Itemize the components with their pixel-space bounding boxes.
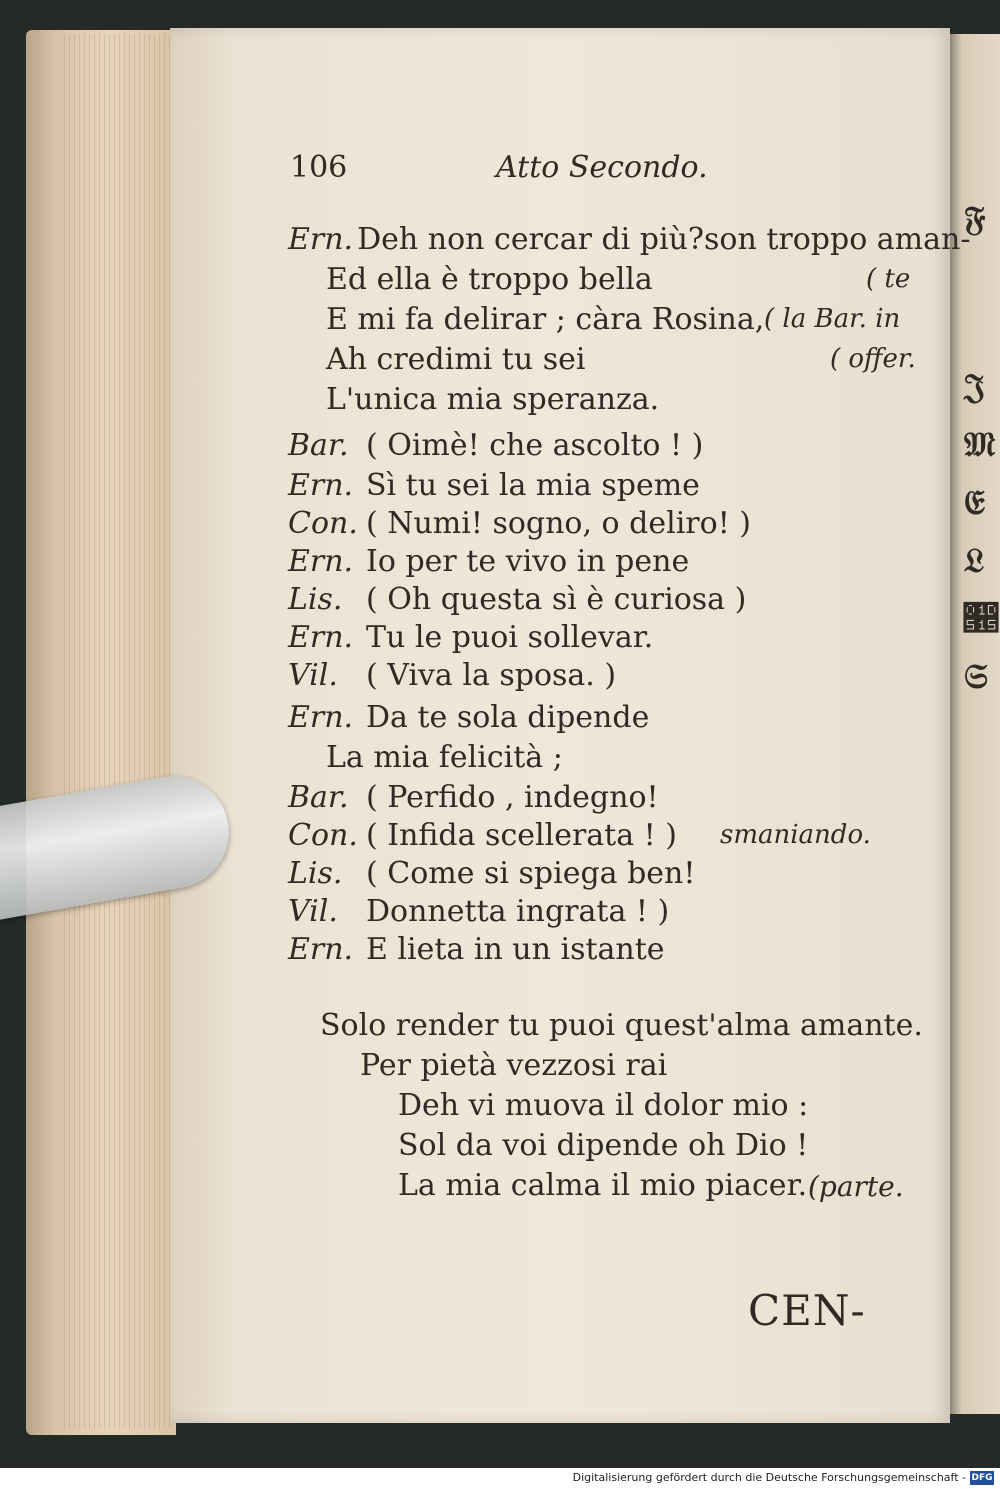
aria-line: Sol da voi dipende oh Dio !	[398, 1128, 809, 1163]
verse-text: ( Infida scellerata ! )	[366, 818, 677, 853]
page-number: 106	[290, 150, 348, 185]
speaker-name: Con.	[288, 506, 358, 541]
verse-text: L'unica mia speranza.	[326, 382, 660, 417]
verse-line	[288, 894, 669, 930]
verse-line	[288, 620, 653, 656]
verse-text: Da te sola dipende	[366, 700, 650, 735]
speaker-name: Vil.	[288, 894, 338, 929]
verse-line	[326, 342, 585, 378]
verse-line	[288, 506, 751, 542]
catchword: CEN-	[748, 1286, 866, 1335]
speaker-name: Ern.	[288, 544, 354, 579]
page-edges	[64, 34, 172, 1429]
running-head: Atto Secondo.	[496, 150, 708, 185]
verse-text: E lieta in un istante	[366, 932, 665, 967]
dfg-logo: DFG	[971, 1473, 993, 1483]
verse-text: ( Viva la sposa. )	[366, 658, 617, 693]
verse-line	[326, 262, 653, 298]
verse-text: ( Perfido , indegno!	[366, 780, 659, 815]
right-page-fragments: 𝔉 𝔍 𝔐 𝔈 𝔏 𝔕 𝔖	[964, 199, 998, 697]
verse-text: Donnetta ingrata ! )	[366, 894, 670, 929]
speaker-name: Lis.	[288, 856, 343, 891]
stage-direction: ( te	[866, 264, 911, 294]
aria-line: Solo render tu puoi quest'alma amante.	[320, 1008, 923, 1043]
stage-direction: ( la Bar. in	[764, 304, 901, 334]
verse-line	[288, 658, 616, 694]
aria-line: La mia calma il mio piacer.	[398, 1168, 808, 1203]
verse-line	[288, 932, 665, 968]
speaker-name: Ern.	[288, 468, 354, 503]
verse-line	[288, 582, 746, 618]
speaker-name: Ern.	[288, 700, 354, 735]
verse-line	[288, 856, 695, 892]
aria-line: Deh vi muova il dolor mio :	[398, 1088, 809, 1123]
verse-line	[288, 222, 970, 258]
verse-line	[288, 700, 649, 736]
verse-line	[326, 740, 563, 776]
verse-text: ( Numi! sogno, o deliro! )	[366, 506, 752, 541]
stage-direction: ( offer.	[830, 344, 916, 374]
speaker-name: Lis.	[288, 582, 343, 617]
verse-text: ( Oh questa sì è curiosa )	[366, 582, 747, 617]
verse-text: Deh non cercar di più?son troppo aman-	[357, 222, 971, 257]
speaker-name: Ern.	[288, 222, 354, 257]
verse-line	[288, 780, 659, 816]
speaker-name: Ern.	[288, 932, 354, 967]
stage-direction: smaniando.	[720, 820, 871, 850]
running-header	[290, 150, 710, 190]
speaker-name: Vil.	[288, 658, 338, 693]
verse-text: Ed ella è troppo bella	[326, 262, 653, 297]
aria-line: Per pietà vezzosi rai	[360, 1048, 668, 1083]
verse-text: Sì tu sei la mia speme	[366, 468, 700, 503]
verse-line	[288, 818, 677, 854]
verse-text: Ah credimi tu sei	[326, 342, 586, 377]
speaker-name: Ern.	[288, 620, 354, 655]
verse-line	[288, 428, 703, 464]
speaker-name: Bar.	[288, 780, 349, 815]
funding-note: Digitalisierung gefördert durch die Deutsche Forschungsgemeinschaft -	[572, 1471, 966, 1484]
verse-line	[288, 544, 689, 580]
verse-text: ( Oimè! che ascolto ! )	[366, 428, 704, 463]
verse-text: La mia felicità ;	[326, 740, 563, 775]
speaker-name: Bar.	[288, 428, 349, 463]
stage-direction: (parte.	[808, 1170, 904, 1203]
verse-text: E mi fa delirar ; càra Rosina,	[326, 302, 765, 337]
verse-line	[326, 382, 659, 418]
footer-bar	[0, 1468, 1000, 1489]
verse-line	[288, 468, 700, 504]
verse-line	[326, 302, 764, 338]
verse-text: Tu le puoi sollevar.	[366, 620, 654, 655]
speaker-name: Con.	[288, 818, 358, 853]
verse-text: Io per te vivo in pene	[366, 544, 690, 579]
verse-text: ( Come si spiega ben!	[366, 856, 696, 891]
